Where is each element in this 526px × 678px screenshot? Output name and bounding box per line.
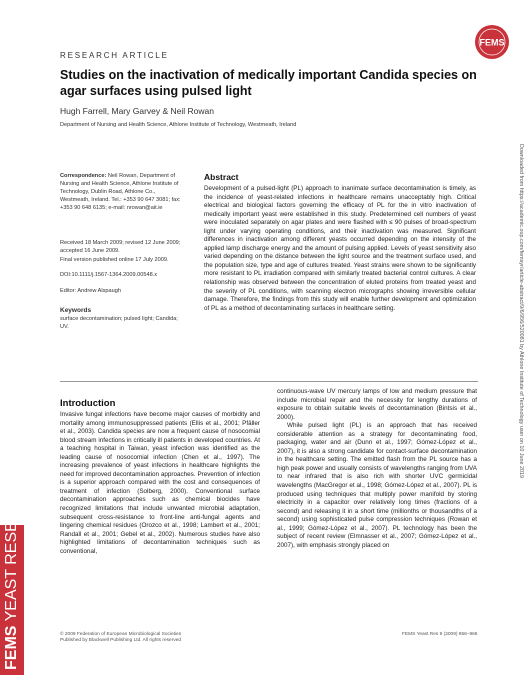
journal-brand: FEMS YEAST RESEARCH xyxy=(3,475,20,670)
fems-logo xyxy=(474,24,510,60)
intro-left-column xyxy=(60,411,260,556)
intro-paragraph: Invasive fungal infections have become major causes of morbidity and mortality among immunosuppressed patients (Ellis et al., 2001; Pfäller et al., 2003). Candida species are now a frequent cause of nosocomial blood stream infections in critically ill patients in developed countries. At a teaching hospital in Taiwan, yeast infection was identified as the leading cause of nosocomial infection (Chen et al., 1997). The increasing prevalence of yeast infections in healthcare highlights the need for improved decontamination approaches. Prevention of infection is a superior approach compared with the cost and consequences of treatment of infection (Solberg, 2000). Conventional surface decontamination approaches such as chemical biocides have recognized limitations that include unwanted microbial adaptation, subsequent cross-resistance to front-line anti-fungal agents and lingering chemical residues (Orozco et al., 1998; Lambert et al., 2001; Randall et al., 2001; Gebel et al., 2002). Numerous studies have also highlighted limitations of decontamination techniques such as conventional, xyxy=(60,411,260,555)
article-title: Studies on the inactivation of medically important Candida species on agar surfaces using pulsed light xyxy=(60,68,477,98)
intro-paragraph: While pulsed light (PL) is an approach that has received considerable attention as a strategy for decontaminating food, packaging, water and air (Dunn et al., 1997; Gómez-López et al., 2007), it is also a strong candidate for contact-surface decontamination in the healthcare setting. The emitted flash from the PL source has a high peak power and usually consists of wavelengths ranging from UVA to near infrared that is also rich with shorter UVC germicidal wavelengths (MacGregor et al., 1998; Gómez-López et al., 2007). PL is produced using techniques that multiply power manifold by storing electricity in a capacitor over relatively long times (fractions of a second) and releasing it in a short time (millionths or thousandths of a second) using sophisticated pulse compression techniques (Rowan et al., 1999; Gómez-López et al., 2007). PL technology has been the subject of recent review (Elmnasser et al., 2007; Gómez-López et al., 2007), with emphasis strongly placed on xyxy=(277,422,477,549)
received-dates: Received 18 March 2009; revised 12 June 2009; accepted 16 June 2009. xyxy=(60,240,181,254)
abstract-text: Development of a pulsed-light (PL) approach to inanimate surface decontamination is timely, as the incidence of yeast-related infections in healthcare remains unacceptably high. Critical electrical and biological factors governing the efficacy of PL for the in vitro inactivation of medically important yeast were established in this study. Predetermined cell numbers of yeast were inoculated separately on agar plates and were flashed with ≤ 90 pulses of broad-spectrum light under varying operating conditions, and their inactivation was measured. Significant differences in inactivation among different yeasts occurred depending on the intensity of the applied lamp discharge energy and the amount of pulsing applied. Levels of yeast sensitivity also varied depending on the distance between the light source and the treatment surface used, and the population size, type and age of cultures treated. Yeast strains were shown to be significantly more resistant to PL irradiation compared with similarly treated bacterial control cultures. A clear relationship was observed between the concentration of eluted proteins from treated yeast and the severity of PL conditions, with scanning electron micrographs showing irreversible cellular damage. Therefore, the findings from this study will enable further development and optimization of PL as a method of decontaminating surfaces in healthcare setting. xyxy=(204,185,476,312)
download-note xyxy=(511,144,525,584)
affiliation: Department of Nursing and Health Science, Athlone Institute of Technology, Westmeath, Ireland xyxy=(60,122,297,128)
svg-text:Downloaded from https://academ: Downloaded from https://academic.oup.com/femsyr/article-abstract/9/6/956/520081 by Athlone Institute of Technology user on 10 June 2019 xyxy=(518,144,524,479)
introduction-heading: Introduction xyxy=(60,398,116,409)
keywords xyxy=(60,307,185,331)
svg-text:FEMS: FEMS xyxy=(479,37,505,48)
keywords-heading: Keywords xyxy=(60,307,92,314)
abstract-heading: Abstract xyxy=(204,172,239,182)
correspondence: Correspondence: Neil Rowan, Department of Nursing and Health Science, Athlone Institute of Technology, Dublin Road, Athlone Co., Westmeath, Ireland. Tel.: +353 90 647 3081; fax: +353 90 648 6135; e-mail: nrowan@ait.ie xyxy=(60,173,181,211)
intro-right-column xyxy=(277,388,477,550)
doi: DOI:10.1111/j.1567-1364.2009.00548.x xyxy=(60,272,158,278)
published-date: Final version published online 17 July 2009. xyxy=(60,257,169,263)
footer-copyright: © 2009 Federation of European Microbiological Societies Published by Blackwell Publishing Ltd. All rights reserved xyxy=(60,632,182,643)
article-type: RESEARCH ARTICLE xyxy=(60,51,169,60)
footer-journal: FEMS Yeast Res 9 (2009) 956–966 xyxy=(402,632,478,637)
intro-paragraph: continuous-wave UV mercury lamps of low and medium pressure that include microbial repair and the necessity for lengthy durations of exposure to obtain suitable levels of decontamination (Bintsis et al., 2000). xyxy=(277,388,477,421)
editor: Editor: Andrew Alspaugh xyxy=(60,288,121,294)
keywords-list: surface decontamination; pulsed light; Candida; UV. xyxy=(60,316,178,330)
authors: Hugh Farrell, Mary Garvey & Neil Rowan xyxy=(60,106,214,116)
divider xyxy=(60,381,478,382)
